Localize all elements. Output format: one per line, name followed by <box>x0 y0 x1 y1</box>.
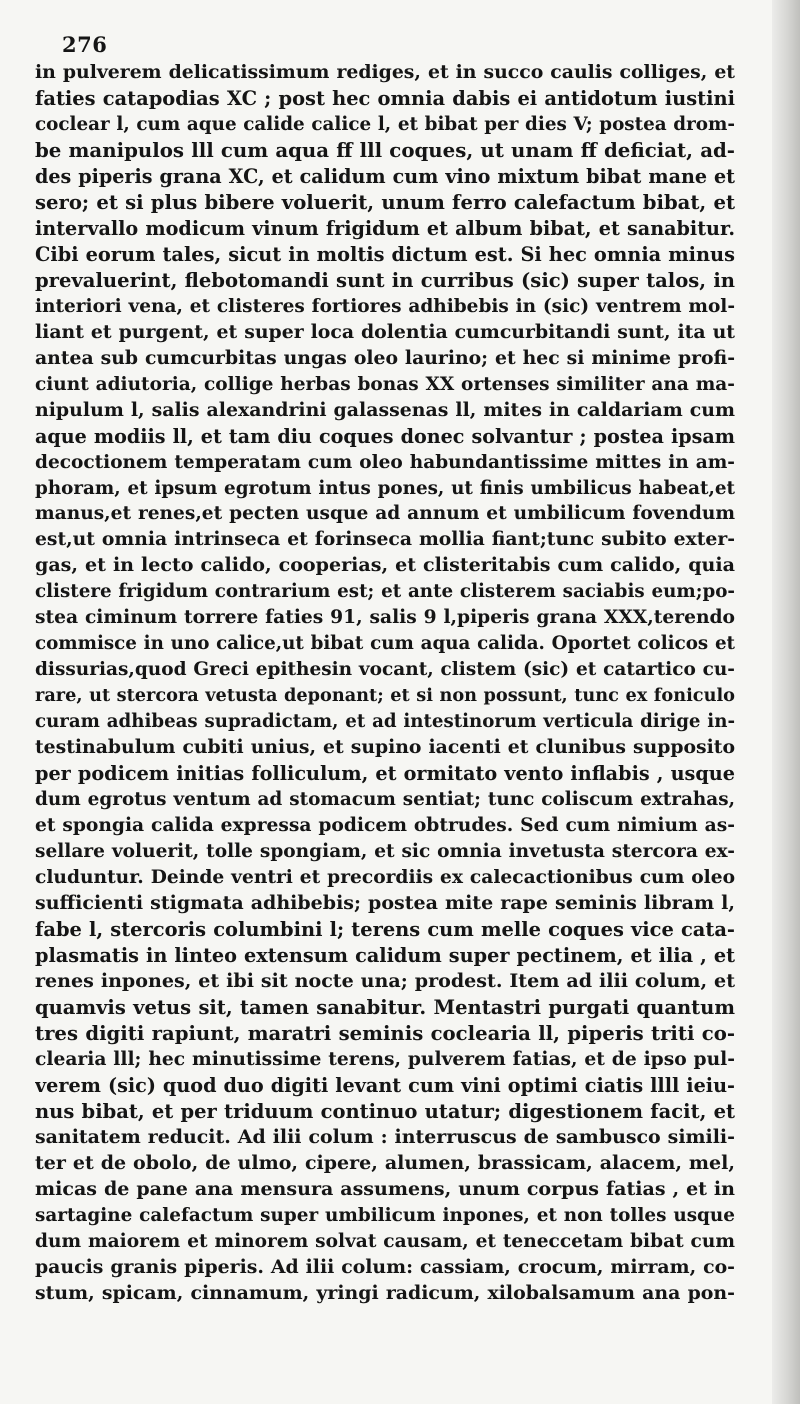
text-line: be manipulos lll cum aqua ff lll coques, ut unam ff deficiat, ad- <box>35 137 735 162</box>
text-line: est,ut omnia intrinseca et forinseca mollia fiant;tunc subito exter- <box>35 528 735 551</box>
text-line: clearia lll; hec minutissime terens, pulverem fatias, et de ipso pul- <box>35 1047 735 1070</box>
text-line: renes inpones, et ibi sit nocte una; prodest. Item ad ilii colum, et <box>35 969 735 992</box>
text-line: in pulverem delicatissimum rediges, et in succo caulis colliges, et <box>35 61 735 83</box>
text-line: quamvis vetus sit, tamen sanabitur. Mentastri purgati quantum <box>35 995 735 1019</box>
text-line: rare, ut stercora vetusta deponant; et si non possunt, tunc ex foniculo <box>35 685 735 707</box>
text-line: paucis granis piperis. Ad ilii colum: cassiam, crocum, mirram, co- <box>35 1255 735 1278</box>
text-line: decoctionem temperatam cum oleo habundantissime mittes in am- <box>35 451 735 473</box>
text-line: sufficienti stigmata adhibebis; postea mite rape seminis libram l, <box>35 892 735 914</box>
body-text <box>35 60 735 1307</box>
text-line: gas, et in lecto calido, cooperias, et clisteritabis cum calido, quia <box>35 554 735 577</box>
text-line: clistere frigidum contrarium est; et ante clisterem saciabis eum;po- <box>35 581 735 603</box>
text-line: coclear l, cum aque calide calice l, et bibat per dies V; postea drom- <box>35 113 735 135</box>
text-line: faties catapodias XC ; post hec omnia dabis ei antidotum iustini <box>35 86 735 110</box>
text-line: plasmatis in linteo extensum calidum super pectinem, et ilia , et <box>35 943 735 967</box>
text-line: phoram, et ipsum egrotum intus pones, ut finis umbilicus habeat,et <box>35 477 735 499</box>
text-line: cluduntur. Deinde ventri et precordiis ex calecactionibus cum oleo <box>35 866 735 889</box>
text-line: et spongia calida expressa podicem obtrudes. Sed cum nimium as- <box>35 814 735 837</box>
text-line: sellare voluerit, tolle spongiam, et sic omnia invetusta stercora ex- <box>35 841 735 863</box>
text-line: curam adhibeas supradictam, et ad intestinorum verticula dirige in- <box>35 711 735 733</box>
text-line: sero; et si plus bibere voluerit, unum ferro calefactum bibat, et <box>35 190 735 214</box>
text-line: stea ciminum torrere faties 91, salis 9 l,piperis grana XXX,terendo <box>35 606 735 629</box>
text-line: per podicem initias folliculum, et ormitato vento inflabis , usque <box>35 762 735 786</box>
text-line: prevaluerint, flebotomandi sunt in curribus (sic) super talos, in <box>35 268 735 292</box>
text-line: des piperis grana XC, et calidum cum vino mixtum bibat mane et <box>35 164 735 188</box>
text-line: ciunt adiutoria, collige herbas bonas XX ortenses similiter ana ma- <box>35 373 735 395</box>
text-line: manus,et renes,et pecten usque ad annum et umbilicum fovendum <box>35 503 735 525</box>
page-spine-shadow <box>772 0 800 1404</box>
text-line: intervallo modicum vinum frigidum et album bibat, et sanabitur. <box>35 216 735 240</box>
text-line: dum maiorem et minorem solvat causam, et teneccetam bibat cum <box>35 1230 735 1252</box>
text-line: verem (sic) quod duo digiti levant cum vini optimi ciatis llll ieiu- <box>35 1073 735 1097</box>
text-line: sartagine calefactum super umbilicum inpones, et non tolles usque <box>35 1204 735 1226</box>
text-line: micas de pane ana mensura assumens, unum corpus fatias , et in <box>35 1177 735 1200</box>
text-line: dissurias,quod Greci epithesin vocant, clistem (sic) et catartico cu- <box>35 659 735 681</box>
text-line: Cibi eorum tales, sicut in moltis dictum est. Si hec omnia minus <box>35 242 735 266</box>
text-line: nus bibat, et per triduum continuo utatur; digestionem facit, et <box>35 1099 735 1123</box>
text-line: nipulum l, salis alexandrini galassenas ll, mites in caldariam cum <box>35 398 735 421</box>
text-line: antea sub cumcurbitas ungas oleo laurino; et hec si minime profi- <box>35 346 735 369</box>
text-line: ter et de obolo, de ulmo, cipere, alumen, brassicam, alacem, mel, <box>35 1151 735 1174</box>
text-line: liant et purgent, et super loca dolentia cumcurbitandi sunt, ita ut <box>35 320 735 343</box>
text-line: stum, spicam, cinnamum, yringi radicum, xilobalsamum ana pon- <box>35 1281 735 1304</box>
text-line: testinabulum cubiti unius, et supino iacenti et clunibus supposito <box>35 736 735 759</box>
text-line: dum egrotus ventum ad stomacum sentiat; tunc coliscum extrahas, <box>35 789 735 811</box>
text-line: commisce in uno calice,ut bibat cum aqua calida. Oportet colicos et <box>35 633 735 655</box>
text-line: aque modiis ll, et tam diu coques donec solvantur ; postea ipsam <box>35 424 735 448</box>
text-line: fabe l, stercoris columbini l; terens cum melle coques vice cata- <box>35 917 735 941</box>
text-line: interiori vena, et clisteres fortiores adhibebis in (sic) ventrem mol- <box>35 295 735 317</box>
page-number: 276 <box>62 32 108 57</box>
text-line: tres digiti rapiunt, maratri seminis coclearia ll, piperis triti co- <box>35 1021 735 1045</box>
text-line: sanitatem reducit. Ad ilii colum : interruscus de sambusco simili- <box>35 1125 735 1148</box>
